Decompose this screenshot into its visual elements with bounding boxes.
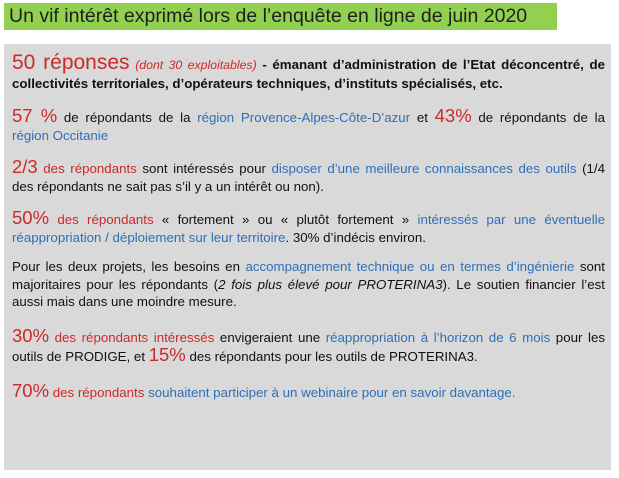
text-segment: pour les outils de PRODIGE, et (12, 329, 606, 364)
respondents-label: des répondants (37, 161, 137, 176)
text-segment: ). Le soutien financier l’est aussi mais dans une moindre mesure. (12, 276, 605, 309)
region-occitanie: région Occitanie (12, 127, 109, 143)
proterina-note: 2 fois plus élevé pour PROTERINA3 (218, 276, 443, 292)
timeline-goal: réappropriation à l’horizon de 6 mois (325, 329, 551, 345)
text-segment: envigeraient une (214, 329, 326, 345)
paragraph-regions (12, 107, 605, 144)
text-segment: et (410, 110, 435, 125)
respondents-label: des répondants (49, 384, 145, 400)
response-count: 50 réponses (12, 51, 130, 74)
text-segment: (1/4 des répondants ne sait pas s’il y a un intérêt ou non). (12, 161, 605, 194)
paragraph-responses (12, 51, 606, 92)
text-segment: des répondants pour les outils de PROTERINA3. (185, 349, 478, 364)
exploitable-note: (dont 30 exploitables) (135, 58, 257, 72)
respondent-origin-text: - émanant d’administration de l’Etat déconcentré, de collectivités territoriales, d’opérateurs techniques, d’instituts spécialisés, etc. (12, 57, 606, 91)
pct-proterina: 15% (148, 344, 186, 365)
pct-strongly: 50% (12, 207, 50, 228)
paragraph-webinar (12, 379, 605, 402)
fraction-interested: 2/3 (12, 156, 38, 177)
pct-paca: 57 % (12, 105, 58, 126)
reappropriation-goal: intéressés par une éventuelle réappropriation / déploiement sur leur territoire (12, 212, 605, 245)
paragraph-knowledge (12, 158, 605, 195)
title-banner (4, 3, 557, 30)
text-segment: Pour les deux projets, les besoins en (12, 259, 246, 274)
text-segment: sont majoritaires pour les répondants ( (12, 259, 605, 292)
interested-respondents-label: des répondants intéressés (49, 329, 215, 345)
knowledge-goal: disposer d’une meilleure connaissances des outils (271, 161, 577, 176)
pct-prodige: 30% (12, 324, 50, 346)
text-segment: de répondants de la (57, 110, 198, 125)
paragraph-support (12, 258, 605, 311)
support-need: accompagnement technique ou en termes d’ingénierie (245, 259, 575, 274)
page-title: Un vif intérêt exprimé lors de l’enquête en ligne de juin 2020 (9, 5, 528, 27)
summary-panel (4, 44, 611, 470)
text-segment: de répondants de la (471, 110, 605, 125)
text-segment: « fortement » ou « plutôt fortement » (153, 212, 418, 227)
webinar-goal: souhaitent participer à un webinaire pour en savoir davantage. (148, 384, 516, 400)
paragraph-timeline (12, 324, 606, 366)
paragraph-reappropriation (12, 209, 605, 246)
text-segment: . 30% d’indécis environ. (285, 229, 426, 245)
respondents-label: des répondants (49, 212, 154, 227)
pct-occitanie: 43% (434, 105, 472, 126)
text-segment: sont intéressés pour (136, 161, 272, 176)
region-paca: région Provence-Alpes-Côte-D’azur (197, 110, 411, 125)
pct-webinar: 70% (12, 379, 50, 401)
